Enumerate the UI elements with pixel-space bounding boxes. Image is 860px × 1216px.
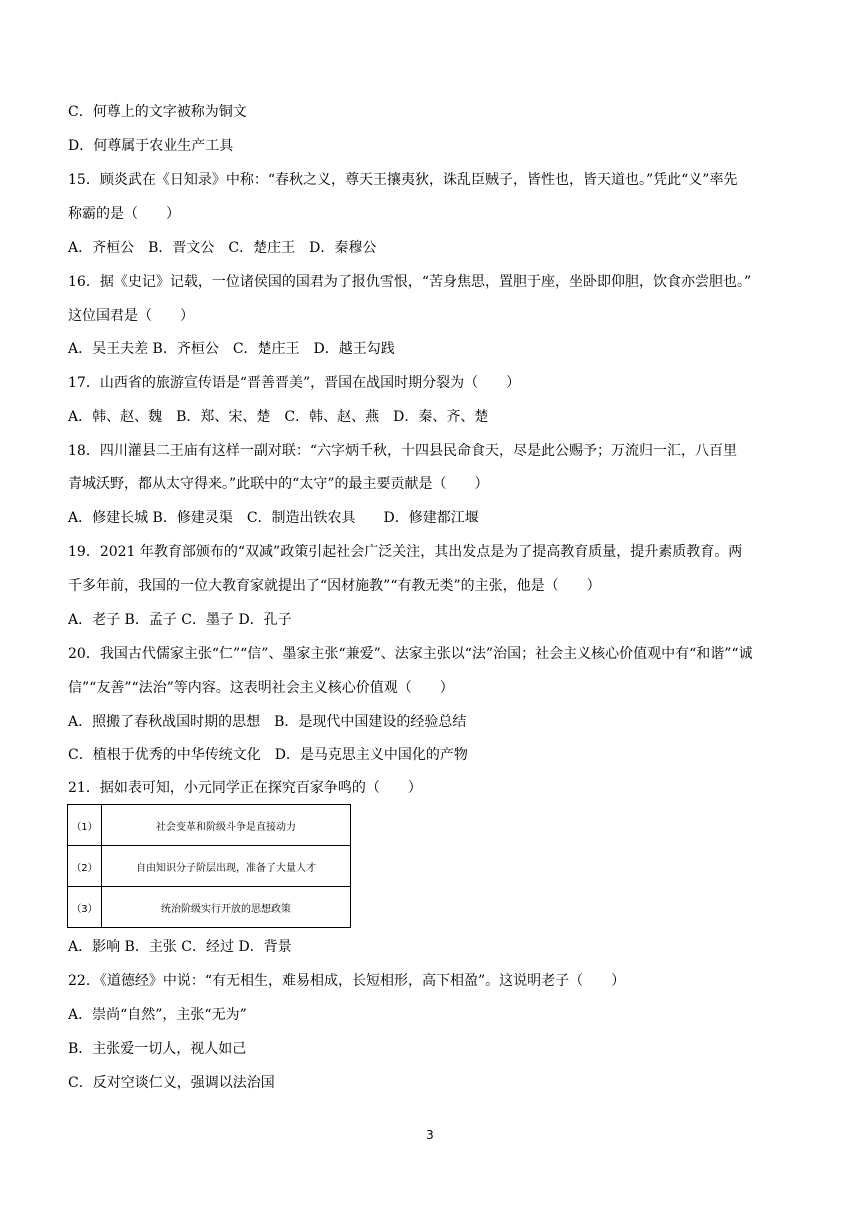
question-22: 22．《道德经》中说：“有无相生，难易相成，长短相形，高下相盈”。这说明老子（ ） [68, 973, 626, 989]
options-q18: A．修建长城 B．修建灵渠 C．制造出铁农具 D．修建都江堰 [68, 510, 479, 526]
question-19-line-1: 19．2021 年教育部颁布的“双减”政策引起社会广泛关注，其出发点是为了提高教育质量，提升素质教育。两 [68, 544, 743, 560]
options-q17: A．韩、赵、魏 B．郑、宋、楚 C．韩、赵、燕 D．秦、齐、楚 [68, 409, 489, 425]
option-c-q14: C．何尊上的文字被称为铜文 [68, 104, 247, 120]
option-d-q14: D．何尊属于农业生产工具 [68, 138, 234, 154]
options-q19: A．老子 B．孟子 C．墨子 D．孔子 [68, 612, 292, 628]
table-row [68, 887, 351, 928]
question-21: 21．据如表可知，小元同学正在探究百家争鸣的（ ） [68, 780, 422, 796]
question-18-line-2: 青城沃野，都从太守得来。”此联中的“太守”的最主要贡献是（ ） [68, 476, 489, 492]
question-16-line-2: 这位国君是（ ） [68, 308, 194, 324]
table-cell-text: 统治阶级实行开放的思想政策 [102, 887, 351, 928]
info-table [67, 804, 351, 928]
option-b-q22: B．主张爱一切人，视人如己 [68, 1041, 247, 1057]
options-q20-cd: C．植根于优秀的中华传统文化 D．是马克思主义中国化的产物 [68, 747, 468, 763]
question-20-line-1: 20．我国古代儒家主张“仁”“信”、墨家主张“兼爱”、法家主张以“法”治国；社会主义核心价值观中有“和谐”“诚 [68, 646, 753, 662]
options-q21: A．影响 B．主张 C．经过 D．背景 [68, 939, 292, 955]
question-17: 17．山西省的旅游宣传语是“晋善晋美”，晋国在战国时期分裂为（ ） [68, 375, 521, 391]
question-15-line-1: 15．顾炎武在《日知录》中称：“春秋之义，尊天王攘夷狄，诛乱臣贼子，皆性也，皆天道也。”凭此“义”率先 [68, 172, 738, 188]
question-19-line-2: 千多年前，我国的一位大教育家就提出了“因材施教”“有教无类”的主张，他是（ ） [68, 578, 601, 594]
options-q15: A．齐桓公 B．晋文公 C．楚庄王 D．秦穆公 [68, 240, 377, 256]
option-c-q22: C．反对空谈仁义，强调以法治国 [68, 1075, 275, 1091]
question-16-line-1: 16．据《史记》记载，一位诸侯国的国君为了报仇雪恨，“苦身焦思，置胆于座，坐卧即仰胆，饮食亦尝胆也。” [68, 274, 752, 290]
table-cell-text: 自由知识分子阶层出现，准备了大量人才 [102, 846, 351, 887]
options-q20-ab: A．照搬了春秋战国时期的思想 B．是现代中国建设的经验总结 [68, 714, 467, 730]
option-a-q22: A．崇尚“自然”，主张“无为” [68, 1007, 247, 1023]
question-20-line-2: 信”“友善”“法治”等内容。这表明社会主义核心价值观（ ） [68, 680, 454, 696]
table-cell-number: （1） [68, 805, 102, 846]
table-cell-number: （2） [68, 846, 102, 887]
table-cell-text: 社会变革和阶级斗争是直接动力 [102, 805, 351, 846]
question-15-line-2: 称霸的是（ ） [68, 206, 180, 222]
table-cell-number: （3） [68, 887, 102, 928]
page-number: 3 [426, 1128, 434, 1142]
question-18-line-1: 18．四川灌县二王庙有这样一副对联：“六字炳千秋，十四县民命食天，尽是此公赐予；万流归一汇，八百里 [68, 443, 737, 459]
options-q16: A．吴王夫差 B．齐桓公 C．楚庄王 D．越王勾践 [68, 341, 395, 357]
table-row [68, 846, 351, 887]
table-row [68, 805, 351, 846]
